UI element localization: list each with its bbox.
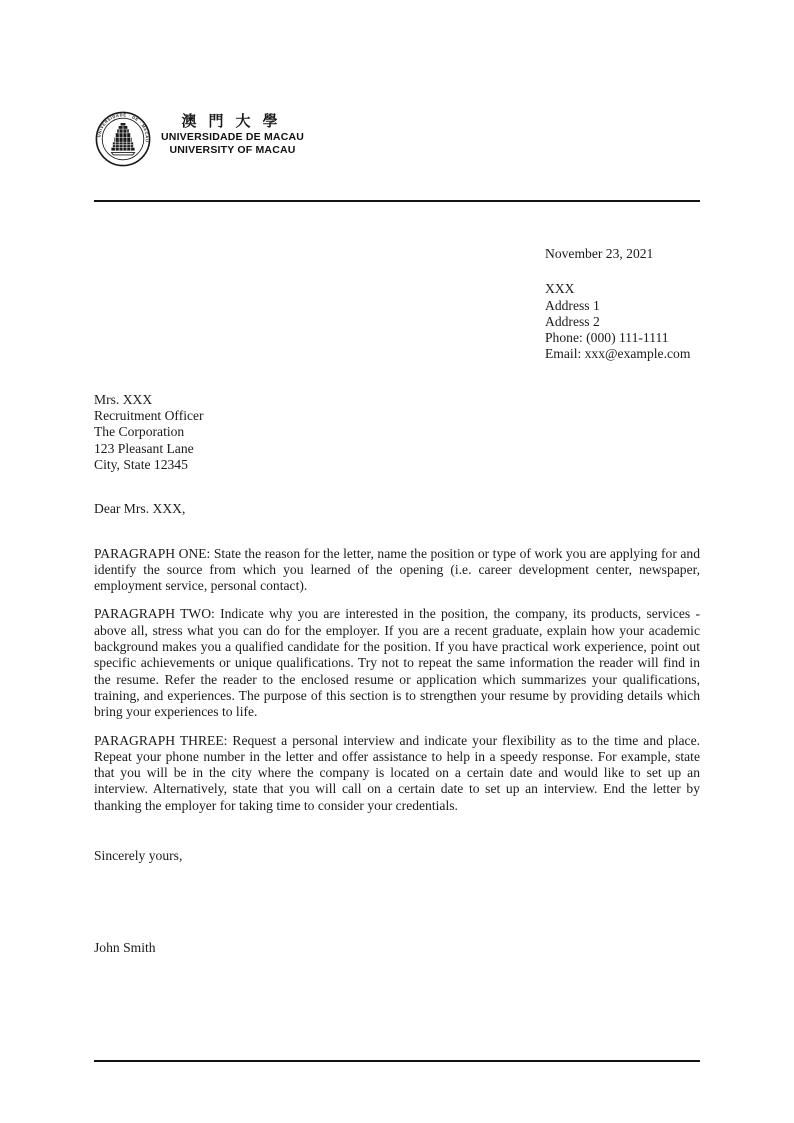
sender-gap: [545, 262, 700, 281]
recipient-company: The Corporation: [94, 424, 185, 440]
letter-date: November 23, 2021: [545, 246, 654, 261]
svg-text:UNIVERSIDADE · DE · MACAU: UNIVERSIDADE · DE · MACAU: [96, 112, 150, 143]
letter-content: [0, 110, 794, 957]
sender-phone: Phone: (000) 111-1111: [545, 330, 669, 346]
sender-block: [545, 246, 700, 363]
footer-rule: [94, 1060, 700, 1062]
paragraph-one: PARAGRAPH ONE: State the reason for the letter, name the position or type of work you are applying for and identify the source from which you learned of the opening (i.e. career development center, newspaper, employment service, personal contact).: [94, 545, 700, 594]
paragraph-two: PARAGRAPH TWO: Indicate why you are interested in the position, the company, its products, services - above all, stress what you can do for the employer. If you are a recent graduate, explain how your academic background makes you a qualified candidate for the position. If you have practical work experience, point out specific achievements or unique qualifications. Try not to repeat the same information the reader will find in the resume. Refer the reader to the enclosed resume or application which summarizes your qualifications, training, and experiences. The purpose of this section is to strengthen your resume by providing details which bring your experiences to life.: [94, 606, 700, 720]
sender-email: Email: xxx@example.com: [545, 346, 691, 362]
valediction: Sincerely yours,: [94, 848, 183, 864]
recipient-city-state: City, State 12345: [94, 456, 188, 472]
recipient-title: Recruitment Officer: [94, 408, 204, 424]
letterhead-text: [161, 113, 304, 157]
recipient-street: 123 Pleasant Lane: [94, 440, 194, 456]
salutation: Dear Mrs. XXX,: [94, 501, 186, 517]
sender-address-2: Address 2: [545, 313, 600, 329]
recipient-block: [94, 392, 700, 473]
header-rule: [94, 200, 700, 202]
university-name-english: UNIVERSITY OF MACAU: [169, 144, 296, 156]
recipient-name: Mrs. XXX: [94, 391, 153, 407]
letterhead: [94, 110, 700, 172]
sender-address-1: Address 1: [545, 297, 600, 313]
university-of-macau-seal-icon: [94, 110, 152, 168]
university-name-chinese: 澳門大學: [181, 113, 290, 130]
signature-name: John Smith: [94, 940, 156, 956]
sender-name: XXX: [545, 281, 575, 297]
university-name-portuguese: UNIVERSIDADE DE MACAU: [161, 131, 305, 143]
paragraph-three: PARAGRAPH THREE: Request a personal interview and indicate your flexibility as to the time and place. Repeat your phone number in the letter and offer assistance to help in a speedy response. For example, state that you will be in the city where the company is located on a certain date and would like to set up an interview. Alternatively, state that you will call on a certain date to set up an interview. End the letter by thanking the employer for taking time to consider your credentials.: [94, 732, 700, 813]
